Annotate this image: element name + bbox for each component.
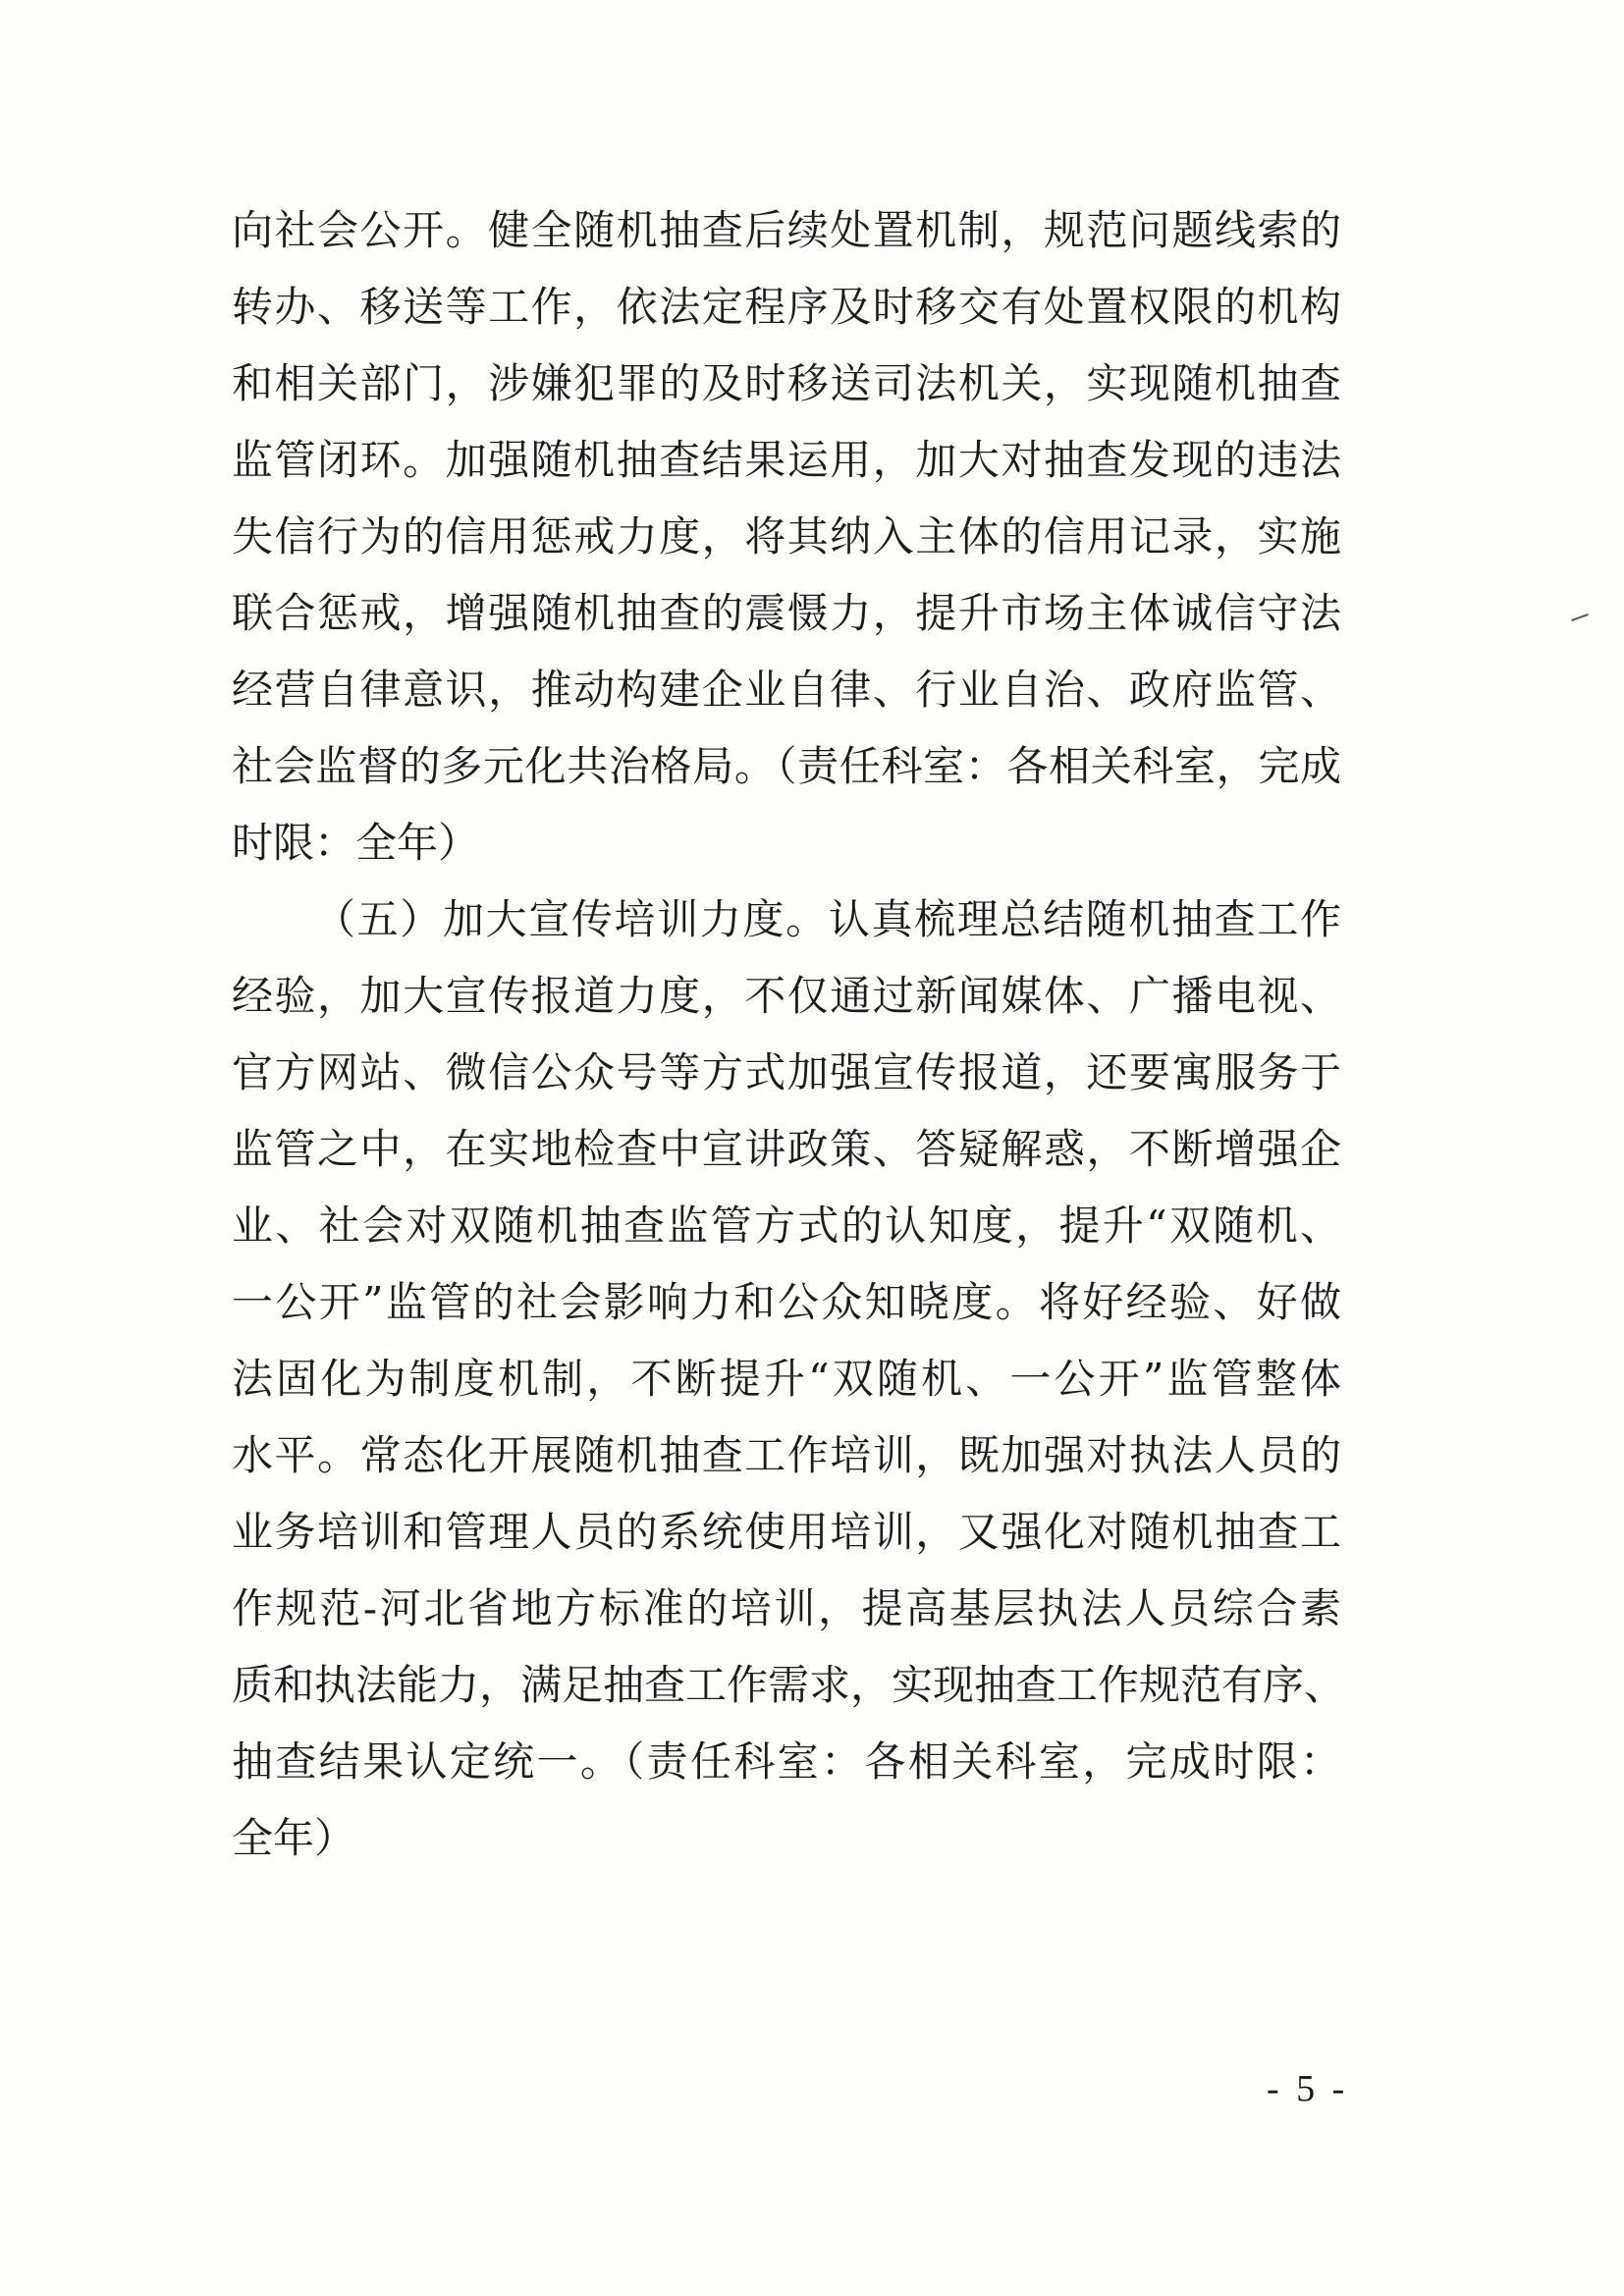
text-line: 质和执法能力，满足抽查工作需求，实现抽查工作规范有序、 bbox=[232, 1661, 1346, 1709]
text-line: 作规范-河北省地方标准的培训，提高基层执法人员综合素 bbox=[232, 1584, 1341, 1632]
text-line: 经验，加大宣传报道力度，不仅通过新闻媒体、广播电视、 bbox=[232, 972, 1341, 1020]
text-line: 向社会公开。健全随机抽查后续处置机制，规范问题线索的 bbox=[232, 206, 1341, 254]
scan-speck bbox=[1571, 614, 1589, 621]
text-line: 社会监督的多元化共治格局。（责任科室：各相关科室，完成 bbox=[232, 742, 1341, 790]
text-line: 抽查结果认定统一。（责任科室：各相关科室，完成时限： bbox=[232, 1737, 1341, 1786]
text-line: 监管闭环。加强随机抽查结果运用，加大对抽查发现的违法 bbox=[232, 436, 1341, 484]
text-line: 失信行为的信用惩戒力度，将其纳入主体的信用记录，实施 bbox=[232, 512, 1341, 561]
text-line: 法固化为制度机制，不断提升“双随机、一公开”监管整体 bbox=[232, 1355, 1341, 1403]
text-line: 转办、移送等工作，依法定程序及时移交有处置权限的机构 bbox=[232, 283, 1341, 331]
text-line: 全年） bbox=[232, 1814, 356, 1862]
body-text bbox=[232, 192, 1346, 1877]
text-line: 联合惩戒，增强随机抽查的震慑力，提升市场主体诚信守法 bbox=[232, 589, 1341, 637]
text-line: 和相关部门，涉嫌犯罪的及时移送司法机关，实现随机抽查 bbox=[232, 359, 1341, 407]
text-line: 经营自律意识，推动构建企业自律、行业自治、政府监管、 bbox=[232, 666, 1341, 714]
section-heading-line: （五）加大宣传培训力度。认真梳理总结随机抽查工作 bbox=[314, 895, 1341, 943]
text-line: 业、社会对双随机抽查监管方式的认知度，提升“双随机、 bbox=[232, 1201, 1341, 1250]
text-line: 时限：全年） bbox=[232, 819, 480, 867]
text-line: 官方网站、微信公众号等方式加强宣传报道，还要寓服务于 bbox=[232, 1048, 1341, 1096]
page-number: - 5 - bbox=[1267, 2068, 1349, 2109]
text-line: 业务培训和管理人员的系统使用培训，又强化对随机抽查工 bbox=[232, 1508, 1341, 1556]
text-line: 一公开”监管的社会影响力和公众知晓度。将好经验、好做 bbox=[232, 1278, 1341, 1326]
text-line: 水平。常态化开展随机抽查工作培训，既加强对执法人员的 bbox=[232, 1431, 1341, 1479]
text-line: 监管之中，在实地检查中宣讲政策、答疑解惑，不断增强企 bbox=[232, 1125, 1341, 1173]
